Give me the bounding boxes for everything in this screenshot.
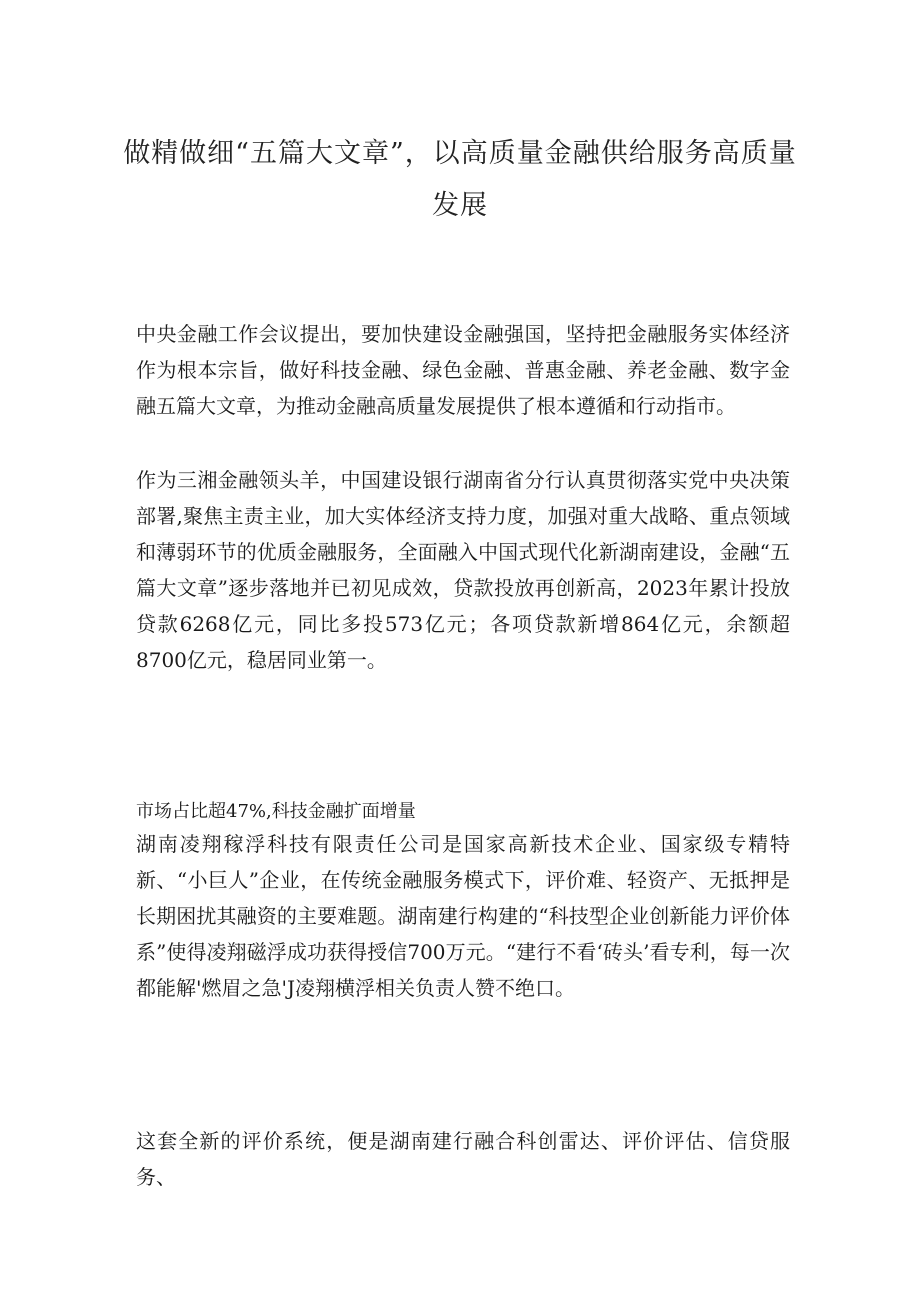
section-subheading: 市场占比超47%,科技金融扩面增量 xyxy=(136,801,416,822)
paragraph-lingxiang-case: 湖南凌翔稼浮科技有限责任公司是国家高新技术企业、国家级专精特新、“小巨人”企业，在传统金融服务模式下，评价难、轻资产、无抵押是长期困扰其融资的主要难题。湖南建行构建的“科技型企业创新能力评价体系”使得凌翔磁浮成功获得授信700万元。“建行不看‘砖头’看专利，每一次都能解'燃眉之急'J凌翔横浮相关负责人赞不绝口。 xyxy=(136,832,790,1000)
paragraph-ccb-hunan: 作为三湘金融领头羊，中国建设银行湖南省分行认真贯彻落实党中央决策部署,聚焦主责主业，加大实体经济支持力度，加强对重大战略、重点领域和薄弱环节的优质金融服务，全面融入中国式现代化新湖南建设，金融“五篇大文章”逐步落地并已初见成效，贷款投放再创新高，2023年累计投放贷款6268亿元，同比多投573亿元；各项贷款新增864亿元，余额超8700亿元，稳居同业第一。 xyxy=(136,468,790,672)
paragraph-evaluation-system: 这套全新的评价系统，便是湖南建行融合科创雷达、评价评估、信贷服务、 xyxy=(136,1129,790,1189)
document-title: 做精做细“五篇大文章”，以高质量金融供给服务高质量发展 xyxy=(123,138,797,221)
paragraph-intro: 中央金融工作会议提出，要加快建设金融强国，坚持把金融服务实体经济作为根本宗旨，做好科技金融、绿色金融、普惠金融、养老金融、数字金融五篇大文章，为推动金融高质量发展提供了根本遵循和行动指市。 xyxy=(136,322,790,418)
